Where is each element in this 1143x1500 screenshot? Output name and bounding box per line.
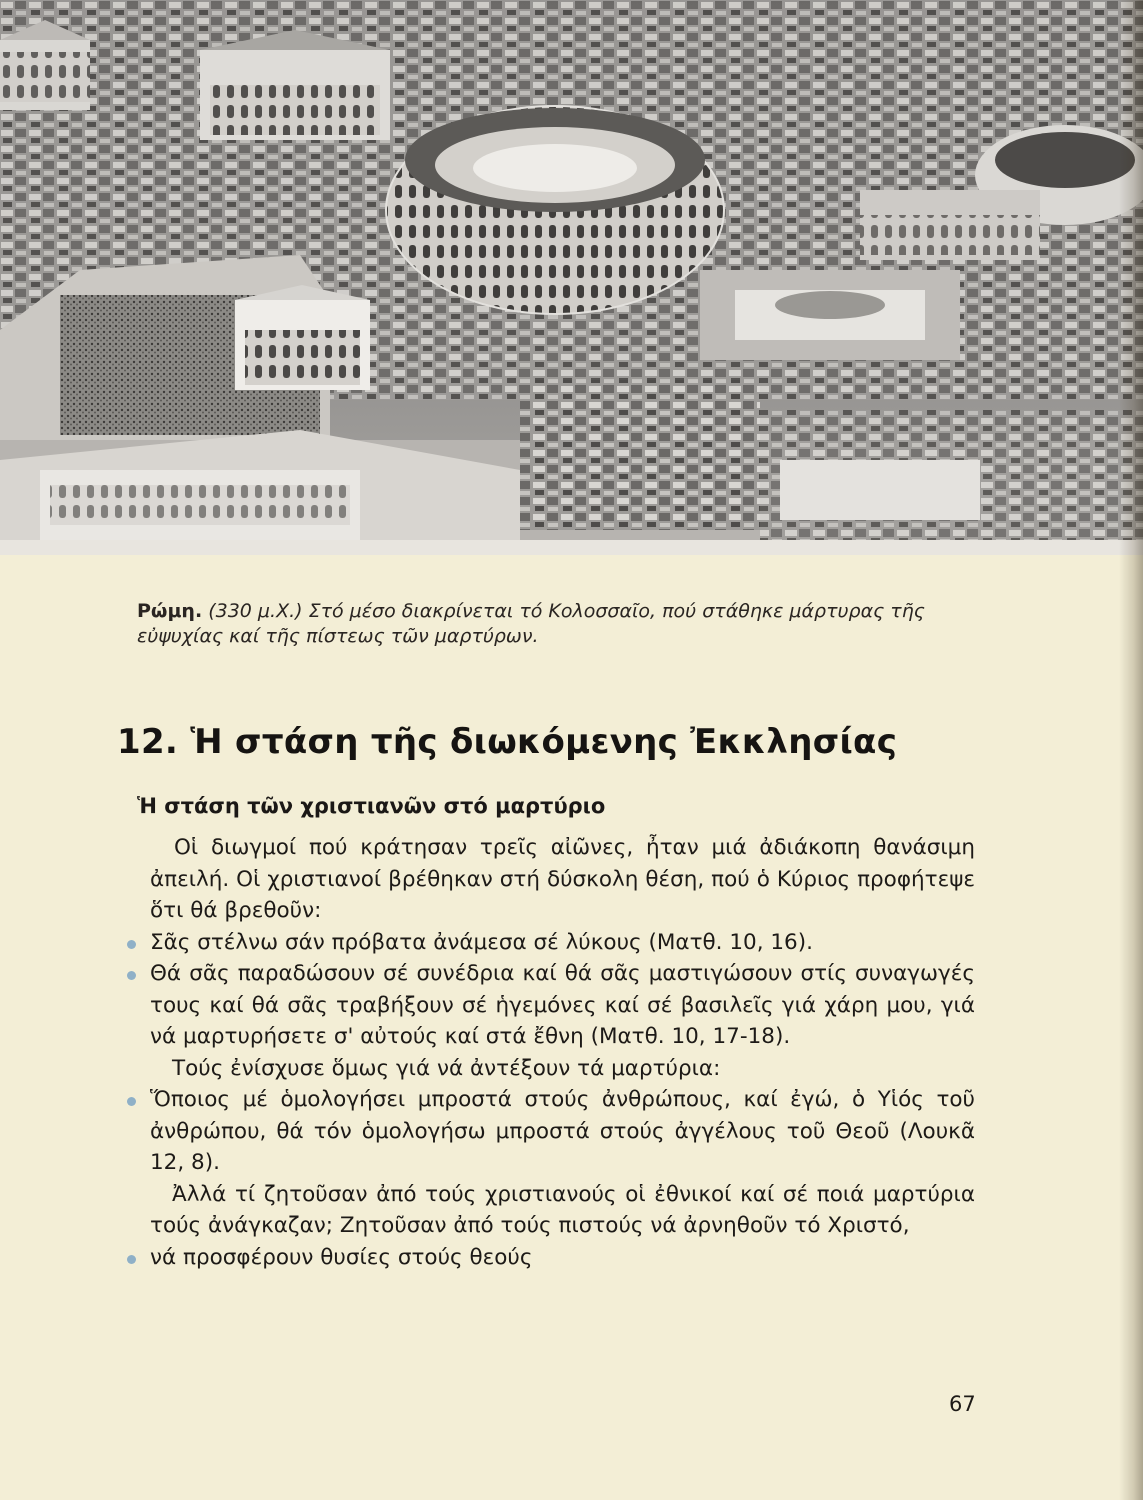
- rome-aerial-model-photo: [0, 0, 1143, 555]
- paragraph: Οἱ διωγμοί πού κράτησαν τρεῖς αἰῶνες, ἦταν μιά ἀδιάκοπη θανάσιμη ἀπειλή. Οἱ χριστιανοί βρέθηκαν στή δύσκολη θέση, πού ὁ Κύριος προφήτεψε ὅτι θά βρεθοῦν:: [150, 835, 975, 923]
- caption-text: (330 μ.Χ.) Στό μέσο διακρίνεται τό Κολοσσαῖο, πού στάθηκε μάρτυρας τῆς εὐψυχίας καί τῆς πίστεως τῶν μαρτύρων.: [137, 600, 925, 647]
- body-text: [150, 832, 975, 1273]
- bullet-icon: [127, 971, 136, 980]
- paragraph: Τούς ἐνίσχυσε ὅμως γιά νά ἀντέξουν τά μαρτύρια:: [172, 1055, 721, 1081]
- chapter-title: 12. Ἡ στάση τῆς διωκόμενης Ἐκκλησίας: [117, 722, 898, 762]
- bullet-icon: [127, 1097, 136, 1106]
- rome-model-photo: [0, 0, 1143, 555]
- page-edge-shadow: [1119, 0, 1143, 1500]
- bullet-item: [150, 1084, 975, 1179]
- section-title: Ἡ στάση τῶν χριστιανῶν στό μαρτύριο: [137, 794, 606, 818]
- photo-caption: [137, 599, 977, 649]
- caption-place: Ρώμη.: [137, 600, 203, 622]
- bullet-text: Θά σᾶς παραδώσουν σέ συνέδρια καί θά σᾶς μαστιγώσουν στίς συναγωγές τους καί θά σᾶς τραβήξουν σέ ἡγεμόνες καί σέ βασιλεῖς γιά χάρη μου, γιά νά μαρτυρήσετε σ' αὐτούς καί στά ἔθνη (Ματθ. 10, 17-18).: [150, 961, 975, 1049]
- bullet-text: Σᾶς στέλνω σάν πρόβατα ἀνάμεσα σέ λύκους (Ματθ. 10, 16).: [150, 929, 813, 955]
- bullet-item: [150, 1242, 975, 1274]
- paragraph: Ἀλλά τί ζητοῦσαν ἀπό τούς χριστιανούς οἱ ἐθνικοί καί σέ ποιά μαρτύρια τούς ἀνάγκαζαν; Ζητοῦσαν ἀπό τούς πιστούς νά ἀρνηθοῦν τό Χριστό,: [150, 1181, 975, 1238]
- bullet-icon: [127, 1255, 136, 1264]
- bullet-item: [150, 927, 975, 959]
- bullet-item: [150, 958, 975, 1053]
- bullet-text: νά προσφέρουν θυσίες στούς θεούς: [150, 1244, 533, 1270]
- page-number: 67: [949, 1392, 976, 1416]
- bullet-icon: [127, 940, 136, 949]
- bullet-text: Ὅποιος μέ ὁμολογήσει μπροστά στούς ἀνθρώπους, καί ἐγώ, ὁ Υἱός τοῦ ἀνθρώπου, θά τόν ὁμολογήσω μπροστά στούς ἀγγέλους τοῦ Θεοῦ (Λουκᾶ 12, 8).: [150, 1087, 975, 1175]
